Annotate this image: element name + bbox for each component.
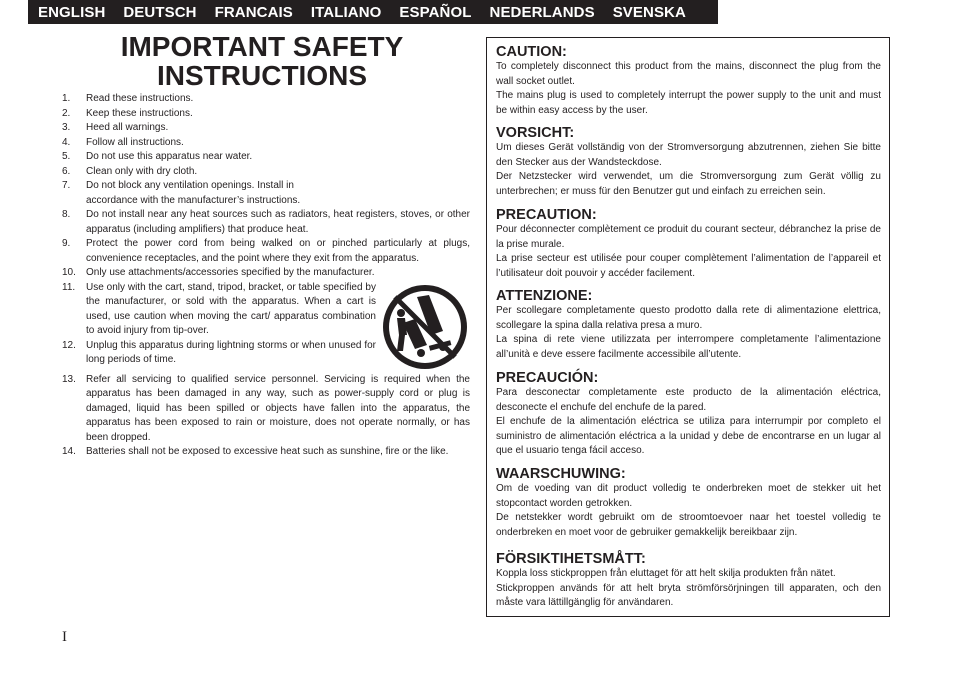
item-number: 14. — [62, 446, 76, 457]
section-paragraph: To completely disconnect this product from the mains, disconnect the plug from the wall socket outlet. — [496, 61, 881, 87]
section-heading: WAARSCHUWING: — [496, 466, 626, 482]
item-number: 4. — [62, 136, 71, 148]
instruction-list — [62, 92, 470, 460]
lang-francais[interactable]: FRANCAIS — [214, 3, 293, 21]
list-item — [62, 150, 470, 165]
caution-section-it — [496, 288, 881, 362]
item-number: 11. — [62, 281, 76, 293]
item-number: 7. — [62, 180, 71, 191]
title-line-2: INSTRUCTIONS — [157, 60, 367, 91]
item-text: Batteries shall not be exposed to excessive heat such as sunshine, fire or the like. — [86, 446, 449, 457]
section-paragraph: Koppla loss stickproppen från eluttaget för att helt skilja produkten från nätet. — [496, 568, 836, 579]
section-paragraph: Der Netzstecker wird verwendet, um die Stromversorgung zum Gerät völlig zu unterbrechen; er muss für den Benutzer gut und einfach zu erreichen sein. — [496, 171, 881, 197]
item-text: Read these instructions. — [86, 93, 194, 104]
list-item — [62, 208, 470, 237]
page-number: I — [62, 629, 67, 645]
item-text: Do not block any ventilation openings. Install in accordance with the manufacturer’s instructions. — [86, 180, 301, 206]
item-text: Heed all warnings. — [86, 122, 169, 133]
lang-espanol[interactable]: ESPAÑOL — [399, 3, 472, 21]
list-item — [62, 266, 470, 281]
caution-section-nl — [496, 466, 881, 540]
caution-section-sv — [496, 551, 881, 611]
list-item — [62, 179, 470, 208]
item-text: Follow all instructions. — [86, 136, 184, 148]
item-text: Do not install near any heat sources such as radiators, heat registers, stoves, or other apparatus (including amplifiers) that produce heat. — [86, 209, 470, 235]
list-item — [62, 237, 470, 266]
section-paragraph: El enchufe de la alimentación eléctrica se utiliza para interrumpir por completo el suministro de alimentación eléctrica a la unidad y debe de encontrarse en un lugar al que el usuario tenga fácil acceso. — [496, 416, 881, 456]
lang-deutsch[interactable]: DEUTSCH — [123, 3, 197, 21]
caution-section-en — [496, 44, 881, 118]
item-number: 5. — [62, 151, 71, 162]
caution-section-de — [496, 125, 881, 199]
caution-section-es — [496, 370, 881, 459]
lang-svenska[interactable]: SVENSKA — [612, 3, 686, 21]
item-number: 2. — [62, 107, 71, 119]
section-paragraph: Stickproppen används för att helt bryta strömförsörjningen till apparaten, och den måste vara lättillgänglig för användaren. — [496, 582, 881, 608]
list-item — [62, 445, 470, 460]
cart-tip-over-warning-icon — [381, 283, 469, 371]
language-bar — [28, 0, 718, 24]
item-text: Keep these instructions. — [86, 107, 193, 119]
item-text: Refer all servicing to qualified service personnel. Servicing is required when the apparatus has been damaged in any way, such as power-supply cord or plug is damaged, liquid has been spilled or objects have fallen into the apparatus, the apparatus has been exposed to rain or moisture, does not operate normally, or has been dropped. — [86, 373, 470, 443]
section-heading: PRECAUCIÓN: — [496, 370, 599, 386]
list-item — [62, 107, 470, 122]
item-text: Protect the power cord from being walked on or pinched particularly at plugs, convenience receptacles, and the point where they exit from the apparatus. — [86, 238, 470, 264]
section-paragraph: The mains plug is used to completely interrupt the power supply to the unit and must be within easy access by the user. — [496, 90, 881, 116]
list-item — [62, 373, 470, 446]
item-text: Only use attachments/accessories specified by the manufacturer. — [86, 267, 375, 278]
section-paragraph: La prise secteur est utilisée pour couper complètement l’alimentation de l’appareil et l’utilisateur doit pouvoir y accéder facilement. — [496, 253, 881, 279]
section-paragraph: Om de voeding van dit product volledig te onderbreken moet de stekker uit het stopcontact worden getrokken. — [496, 483, 881, 509]
item-text: Clean only with dry cloth. — [86, 165, 198, 177]
section-paragraph: Per scollegare completamente questo prodotto dalla rete di alimentazione elettrica, scollegare la spina dalla relativa presa a muro. — [496, 305, 881, 331]
section-paragraph: De netstekker wordt gebruikt om de stroomtoevoer naar het toestel volledig te onderbreken en moet voor de gebruiker gemakkelijk bereikbaar zijn. — [496, 512, 881, 538]
list-item — [62, 92, 470, 107]
item-number: 3. — [62, 122, 71, 133]
list-item — [62, 165, 470, 180]
page-title — [60, 32, 464, 90]
item-number: 13. — [62, 373, 76, 385]
lang-english[interactable]: ENGLISH — [38, 3, 106, 21]
section-paragraph: Para desconectar completamente este producto de la alimentación eléctrica, desconecte el enchufe del enchufe de la pared. — [496, 387, 881, 413]
section-heading: ATTENZIONE: — [496, 288, 593, 304]
item-number: 8. — [62, 209, 71, 220]
section-heading: CAUTION: — [496, 44, 567, 60]
title-line-1: IMPORTANT SAFETY — [120, 31, 404, 62]
item-number: 12. — [62, 339, 76, 351]
item-text: Do not use this apparatus near water. — [86, 151, 253, 162]
list-item — [62, 136, 470, 151]
item-text: Use only with the cart, stand, tripod, bracket, or table specified by the manufacturer, or sold with the apparatus. When a cart is used, use caution when moving the cart/ apparatus combination to avoid injury from tip-over. — [86, 281, 376, 336]
lang-nederlands[interactable]: NEDERLANDS — [489, 3, 595, 21]
section-heading: FÖRSIKTIHETSMÅTT: — [496, 551, 646, 567]
item-number: 9. — [62, 238, 71, 249]
lang-italiano[interactable]: ITALIANO — [310, 3, 382, 21]
item-number: 10. — [62, 267, 76, 278]
item-text: Unplug this apparatus during lightning storms or when unused for long periods of time. — [86, 339, 376, 365]
section-paragraph: Pour déconnecter complètement ce produit du courant secteur, débranchez la prise de la prise murale. — [496, 224, 881, 250]
section-paragraph: La spina di rete viene utilizzata per interrompere completamente l’alimentazione all’unità e deve essere facilmente accessibile all’utente. — [496, 334, 881, 360]
item-number: 1. — [62, 93, 71, 104]
caution-section-fr — [496, 207, 881, 281]
section-heading: VORSICHT: — [496, 125, 575, 141]
caution-box — [486, 37, 890, 617]
section-paragraph: Um dieses Gerät vollständig von der Stromversorgung abzutrennen, ziehen Sie bitte den Stecker aus der Wandsteckdose. — [496, 142, 881, 168]
section-heading: PRECAUTION: — [496, 207, 597, 223]
item-number: 6. — [62, 165, 71, 177]
list-item — [62, 121, 470, 136]
